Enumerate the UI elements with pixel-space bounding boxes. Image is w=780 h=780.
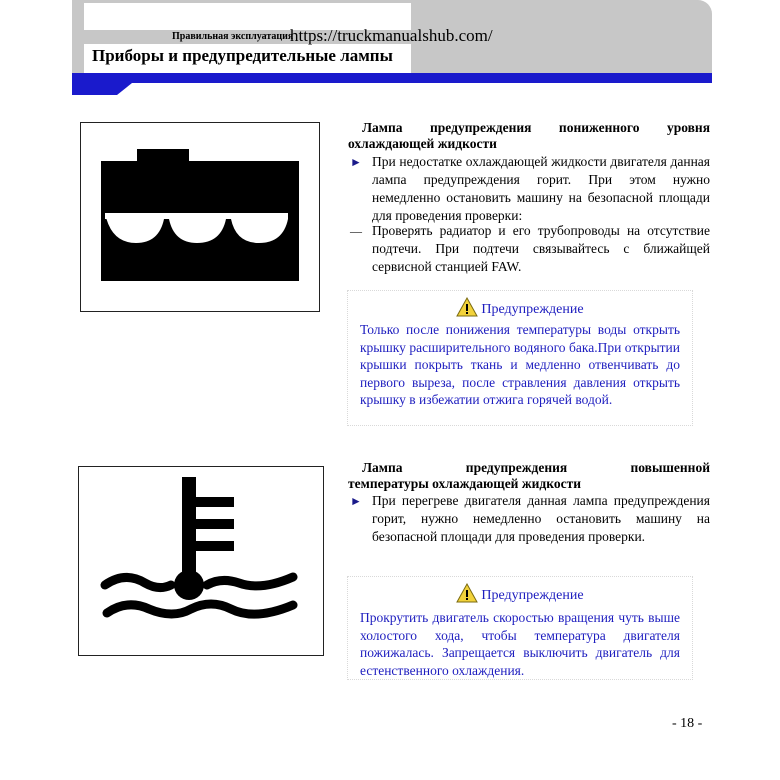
section-1-warning bbox=[347, 290, 693, 426]
section-2-warning bbox=[347, 576, 693, 680]
warning-text: Только после понижения температуры воды открыть крышку расширительного водяного бака.При открытии крышки покрыть ткань и медленно отвенчивать до первого выреза, после стравления давления открыть крышку в избежатии отжига горячей водой. bbox=[360, 322, 680, 407]
section-1-bullet-1: ► При недостатке охлаждающей жидкости двигателя данная лампа предупреждения горит. При этом нужно немедленно остановить машину на безопасной площади для проведения проверки: bbox=[350, 154, 710, 223]
bullet-arrow-icon: ► bbox=[350, 494, 362, 508]
bullet-arrow-icon: ► bbox=[350, 155, 362, 169]
header-url[interactable]: https://truckmanualshub.com/ bbox=[290, 26, 493, 45]
warning-heading: Предупреждение bbox=[348, 297, 692, 318]
coolant-temperature-icon bbox=[78, 466, 324, 656]
header-blue-bar bbox=[72, 73, 712, 95]
page-number: - 18 - bbox=[672, 716, 703, 731]
section-1-title: Лампа предупреждения пониженного уровня охлаждающей жидкости bbox=[348, 120, 710, 151]
coolant-level-icon bbox=[80, 122, 320, 312]
section-1-bullet-2: — Проверять радиатор и его трубопроводы на отсутствие подтечи. При подтечи связывайтесь с ближайщей сервисной станцией FAW. bbox=[350, 223, 710, 274]
page-title: Приборы и предупредительные лампы bbox=[92, 46, 393, 65]
section-2-title: Лампа предупреждения повышенной температуры охлаждающей жидкости bbox=[348, 460, 710, 491]
bullet-dash-icon: — bbox=[350, 224, 362, 238]
warning-triangle-icon bbox=[456, 297, 478, 317]
warning-triangle-icon bbox=[456, 583, 478, 603]
warning-text: Прокрутить двигатель скоростью вращения чуть выше холостого хода, чтобы температура двигателя пожижалась. Запрещается выключить двигатель для естенственного охлаждения. bbox=[360, 610, 680, 678]
warning-heading: Предупреждение bbox=[348, 583, 692, 604]
header-section-label: Правильная эксплуатация bbox=[172, 31, 294, 42]
section-2-bullet-1: ► При перегреве двигателя данная лампа предупреждения горит, нужно немедленно остановить машину на безопасной площади для проведения проверки. bbox=[350, 493, 710, 544]
